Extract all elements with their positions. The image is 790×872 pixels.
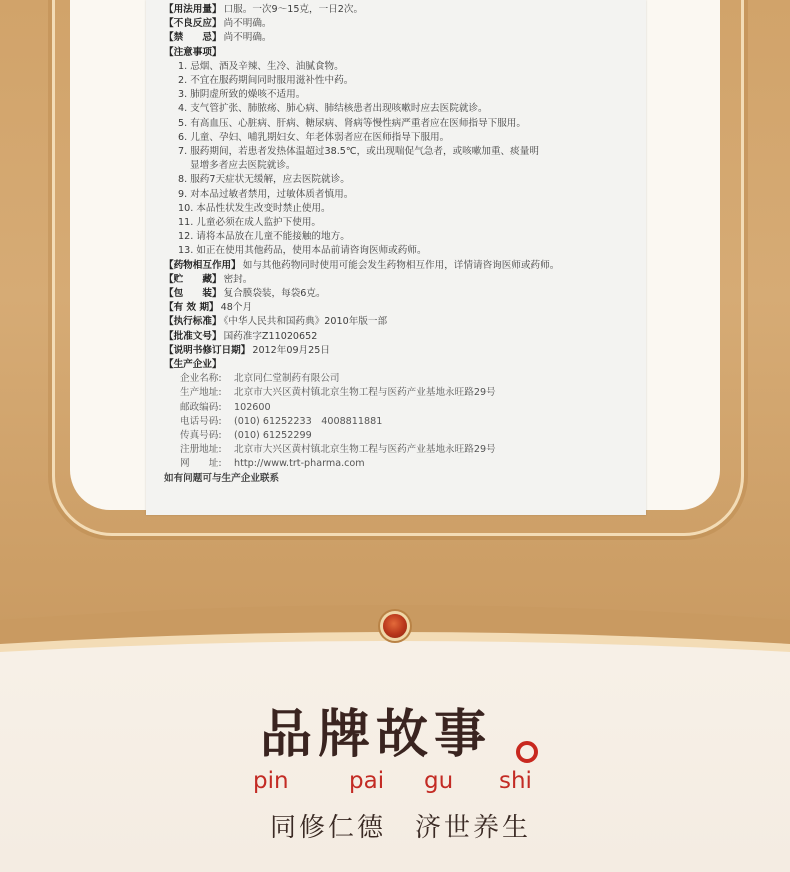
leaflet-footer-note: 如有问题可与生产企业联系: [164, 472, 280, 484]
interaction-row: 【药物相互作用】 如与其他药物同时使用可能会发生药物相互作用，详情请咨询医师或药师。: [164, 259, 560, 271]
manufacturer-row-key: 网 址:: [180, 458, 222, 470]
pinyin-1: pin: [253, 768, 289, 794]
manufacturer-heading: 【生产企业】: [164, 359, 222, 370]
precaution-item: 3. 肺阴虚所致的燥咳不适用。: [178, 89, 306, 101]
package-leaflet: [146, 0, 646, 515]
standard-row: 【执行标准】 《中华人民共和国药典》2010年版一部: [164, 316, 388, 328]
brand-slogan: 同修仁德 济世养生: [270, 813, 532, 843]
precaution-item: 4. 支气管扩张、肺脓疡、肺心病、肺结核患者出现咳嗽时应去医院就诊。: [178, 103, 488, 115]
adverse-row: 【不良反应】 尚不明确。: [164, 18, 272, 30]
manufacturer-row: 电话号码: (010) 61252233 4008811881: [180, 415, 383, 427]
leaflet-bottom-lines: [180, 456, 640, 512]
manufacturer-row: 生产地址: 北京市大兴区黄村镇北京生物工程与医药产业基地永旺路29号: [180, 387, 496, 399]
manufacturer-row: 传真号码: (010) 61252299: [180, 430, 312, 441]
contra-row: 【禁 忌】 尚不明确。: [164, 32, 272, 44]
pinyin-3: gu: [424, 768, 454, 794]
manufacturer-row-value: 北京市大兴区黄村镇北京生物工程与医药产业基地永旺路29号: [234, 444, 496, 456]
manufacturer-row-value: http://www.trt-pharma.com: [234, 458, 365, 470]
precautions-heading: 【注意事项】: [164, 46, 222, 58]
precaution-item: 11. 儿童必须在成人监护下使用。: [178, 217, 322, 228]
manufacturer-row-key: 注册地址:: [180, 444, 222, 456]
precaution-item: 2. 不宜在服药期间同时服用滋补性中药。: [178, 75, 354, 86]
manufacturer-row: 企业名称: 北京同仁堂制药有限公司: [180, 373, 340, 385]
revision-row: 【说明书修订日期】 2012年09月25日: [164, 344, 330, 356]
precaution-item: 8. 服药7天症状无缓解，应去医院就诊。: [178, 174, 350, 186]
manufacturer-row: 邮政编码: 102600: [180, 401, 271, 413]
package-row: 【包 装】 复合膜袋装，每袋6克。: [164, 288, 326, 299]
precaution-item: 13. 如正在使用其他药品，使用本品前请咨询医师或药师。: [178, 245, 427, 257]
precaution-item: 10. 本品性状发生改变时禁止使用。: [178, 202, 331, 214]
red-gem-ornament: [383, 614, 407, 638]
storage-row: 【贮 藏】 密封。: [164, 273, 253, 285]
precaution-item: 1. 忌烟、酒及辛辣、生冷、油腻食物。: [178, 60, 344, 72]
brand-story-title: 品牌故事: [260, 704, 493, 765]
validity-row: 【有 效 期】 48个月: [164, 302, 253, 314]
precaution-item: 7. 服药期间，若患者发热体温超过38.5℃，或出现喘促气急者，或咳嗽加重、痰量明: [178, 146, 539, 157]
precaution-item: 9. 对本品过敏者禁用，过敏体质者慎用。: [178, 188, 354, 200]
precaution-item-continued: 显增多者应去医院就诊。: [190, 160, 296, 172]
usage-row: 【用法用量】 口服。一次9～15克，一日2次。: [164, 4, 364, 15]
precaution-item: 12. 请将本品放在儿童不能接触的地方。: [178, 231, 350, 243]
red-circle-ornament: [516, 741, 538, 763]
precaution-item: 6. 儿童、孕妇、哺乳期妇女、年老体弱者应在医师指导下服用。: [178, 131, 450, 143]
approval-row: 【批准文号】 国药准字Z11020652: [164, 330, 318, 342]
pinyin-4: shi: [499, 768, 532, 794]
precaution-item: 5. 有高血压、心脏病、肝病、糖尿病、肾病等慢性病严重者应在医师指导下服用。: [178, 117, 526, 129]
pinyin-2: pai: [349, 768, 385, 794]
